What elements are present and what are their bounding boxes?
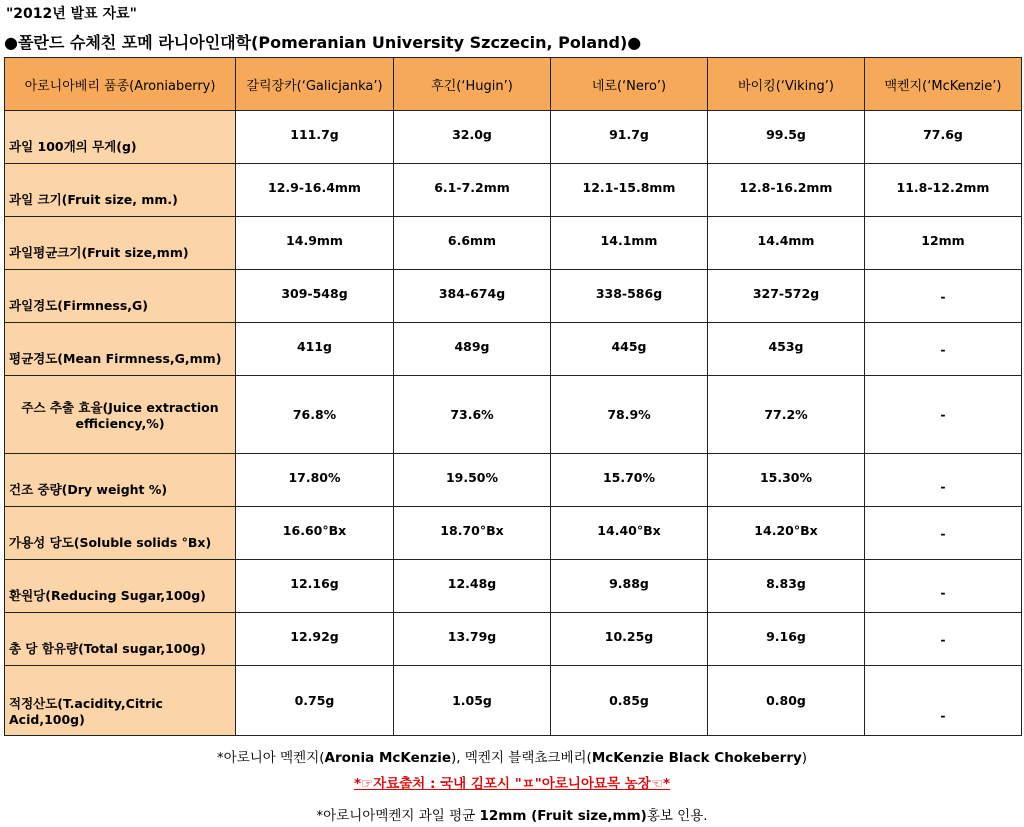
table-cell: 14.20°Bx	[708, 507, 865, 560]
table-cell: 73.6%	[394, 376, 551, 454]
table-cell: 12.9-16.4mm	[236, 164, 394, 217]
row-label: 가용성 당도(Soluble solids °Bx)	[5, 507, 236, 560]
row-label: 과일평균크기(Fruit size,mm)	[5, 217, 236, 270]
table-cell: 18.70°Bx	[394, 507, 551, 560]
table-cell: 6.6mm	[394, 217, 551, 270]
row-label: 과일 100개의 무게(g)	[5, 111, 236, 164]
table-cell: -	[865, 507, 1022, 560]
table-cell: 338-586g	[551, 270, 708, 323]
table-cell: 15.70%	[551, 454, 708, 507]
footnote-text: )	[801, 750, 808, 766]
column-header-nero: 네로(‘Nero’)	[551, 58, 708, 111]
aroniaberry-comparison-table	[4, 57, 1022, 736]
table-cell: 91.7g	[551, 111, 708, 164]
table-cell: 0.80g	[708, 666, 865, 736]
table-cell: 12mm	[865, 217, 1022, 270]
column-header-viking: 바이킹(‘Viking’)	[708, 58, 865, 111]
column-header-galicjanka: 갈릭장카(‘Galicjanka’)	[236, 58, 394, 111]
table-cell: 12.1-15.8mm	[551, 164, 708, 217]
table-row	[5, 217, 1022, 270]
table-cell: 13.79g	[394, 613, 551, 666]
footnote-aronia-mckenzie	[0, 746, 1024, 766]
table-cell: -	[865, 376, 1022, 454]
table-cell: -	[865, 323, 1022, 376]
table-cell: 1.05g	[394, 666, 551, 736]
table-cell: 10.25g	[551, 613, 708, 666]
table-cell: 111.7g	[236, 111, 394, 164]
table-cell: 77.6g	[865, 111, 1022, 164]
table-cell: 77.2%	[708, 376, 865, 454]
row-label: 과일 크기(Fruit size, mm.)	[5, 164, 236, 217]
table-cell: 309-548g	[236, 270, 394, 323]
table-cell: 14.1mm	[551, 217, 708, 270]
table-cell: 445g	[551, 323, 708, 376]
footnote-text: McKenzie Black Chokeberry	[591, 750, 802, 766]
table-cell: -	[865, 613, 1022, 666]
table-cell: 76.8%	[236, 376, 394, 454]
footnote-text: *아로니아 멕켄지(	[216, 750, 325, 766]
row-label: 평균경도(Mean Firmness,G,mm)	[5, 323, 236, 376]
table-cell: 32.0g	[394, 111, 551, 164]
source-credit: *☞자료출처 : 국내 김포시 "ㅍ"아로니아묘목 농장☜*	[353, 776, 671, 792]
table-cell: 14.4mm	[708, 217, 865, 270]
table-row	[5, 613, 1022, 666]
year-label: "2012년 발표 자료"	[6, 6, 137, 22]
table-cell: 9.16g	[708, 613, 865, 666]
table-cell: 12.92g	[236, 613, 394, 666]
table-cell: 11.8-12.2mm	[865, 164, 1022, 217]
table-cell: 17.80%	[236, 454, 394, 507]
footnote-text: Aronia McKenzie	[324, 750, 452, 766]
table-cell: -	[865, 666, 1022, 736]
row-label: 적정산도(T.acidity,Citric Acid,100g)	[5, 666, 236, 736]
table-cell: 8.83g	[708, 560, 865, 613]
table-cell: 453g	[708, 323, 865, 376]
row-label: 총 당 함유량(Total sugar,100g)	[5, 613, 236, 666]
table-cell: 384-674g	[394, 270, 551, 323]
footnote-fruit-size	[0, 804, 1024, 824]
footnote-text: ), 멕켄지 블랙쵸크베리(	[451, 750, 592, 766]
table-cell: 16.60°Bx	[236, 507, 394, 560]
table-cell: 78.9%	[551, 376, 708, 454]
table-row	[5, 323, 1022, 376]
footnote-text: 12mm (Fruit size,mm)	[479, 808, 647, 824]
table-cell: -	[865, 270, 1022, 323]
column-header-hugin: 후긴(‘Hugin’)	[394, 58, 551, 111]
table-cell: 9.88g	[551, 560, 708, 613]
table-row	[5, 560, 1022, 613]
row-label: 건조 중량(Dry weight %)	[5, 454, 236, 507]
table-row	[5, 111, 1022, 164]
footnote-text: *아로니아멕켄지 과일 평균	[316, 808, 480, 824]
table-cell: 12.16g	[236, 560, 394, 613]
table-cell: 12.8-16.2mm	[708, 164, 865, 217]
table-cell: 12.48g	[394, 560, 551, 613]
page-title: ●폴란드 슈체친 포메 라니아인대학(Pomeranian University Szczecin, Poland)●	[4, 33, 642, 52]
table-cell: 99.5g	[708, 111, 865, 164]
row-label: 주스 추출 효율(Juice extraction efficiency,%)	[5, 376, 236, 454]
table-row	[5, 507, 1022, 560]
table-cell: 14.9mm	[236, 217, 394, 270]
row-label: 과일경도(Firmness,G)	[5, 270, 236, 323]
table-cell: 14.40°Bx	[551, 507, 708, 560]
column-header-variety: 아로니아베리 품종(Aroniaberry)	[5, 58, 236, 111]
row-label: 환원당(Reducing Sugar,100g)	[5, 560, 236, 613]
table-cell: 19.50%	[394, 454, 551, 507]
table-row	[5, 666, 1022, 736]
footnote-text: 홍보 인용.	[646, 808, 708, 824]
table-row	[5, 270, 1022, 323]
table-row	[5, 376, 1022, 454]
table-cell: -	[865, 454, 1022, 507]
table-cell: 6.1-7.2mm	[394, 164, 551, 217]
table-cell: 0.85g	[551, 666, 708, 736]
table-row	[5, 454, 1022, 507]
table-cell: 15.30%	[708, 454, 865, 507]
table-cell: -	[865, 560, 1022, 613]
table-cell: 489g	[394, 323, 551, 376]
table-cell: 0.75g	[236, 666, 394, 736]
table-row	[5, 164, 1022, 217]
table-cell: 411g	[236, 323, 394, 376]
table-header-row	[5, 58, 1022, 111]
column-header-mckenzie: 맥켄지(‘McKenzie’)	[865, 58, 1022, 111]
table-cell: 327-572g	[708, 270, 865, 323]
